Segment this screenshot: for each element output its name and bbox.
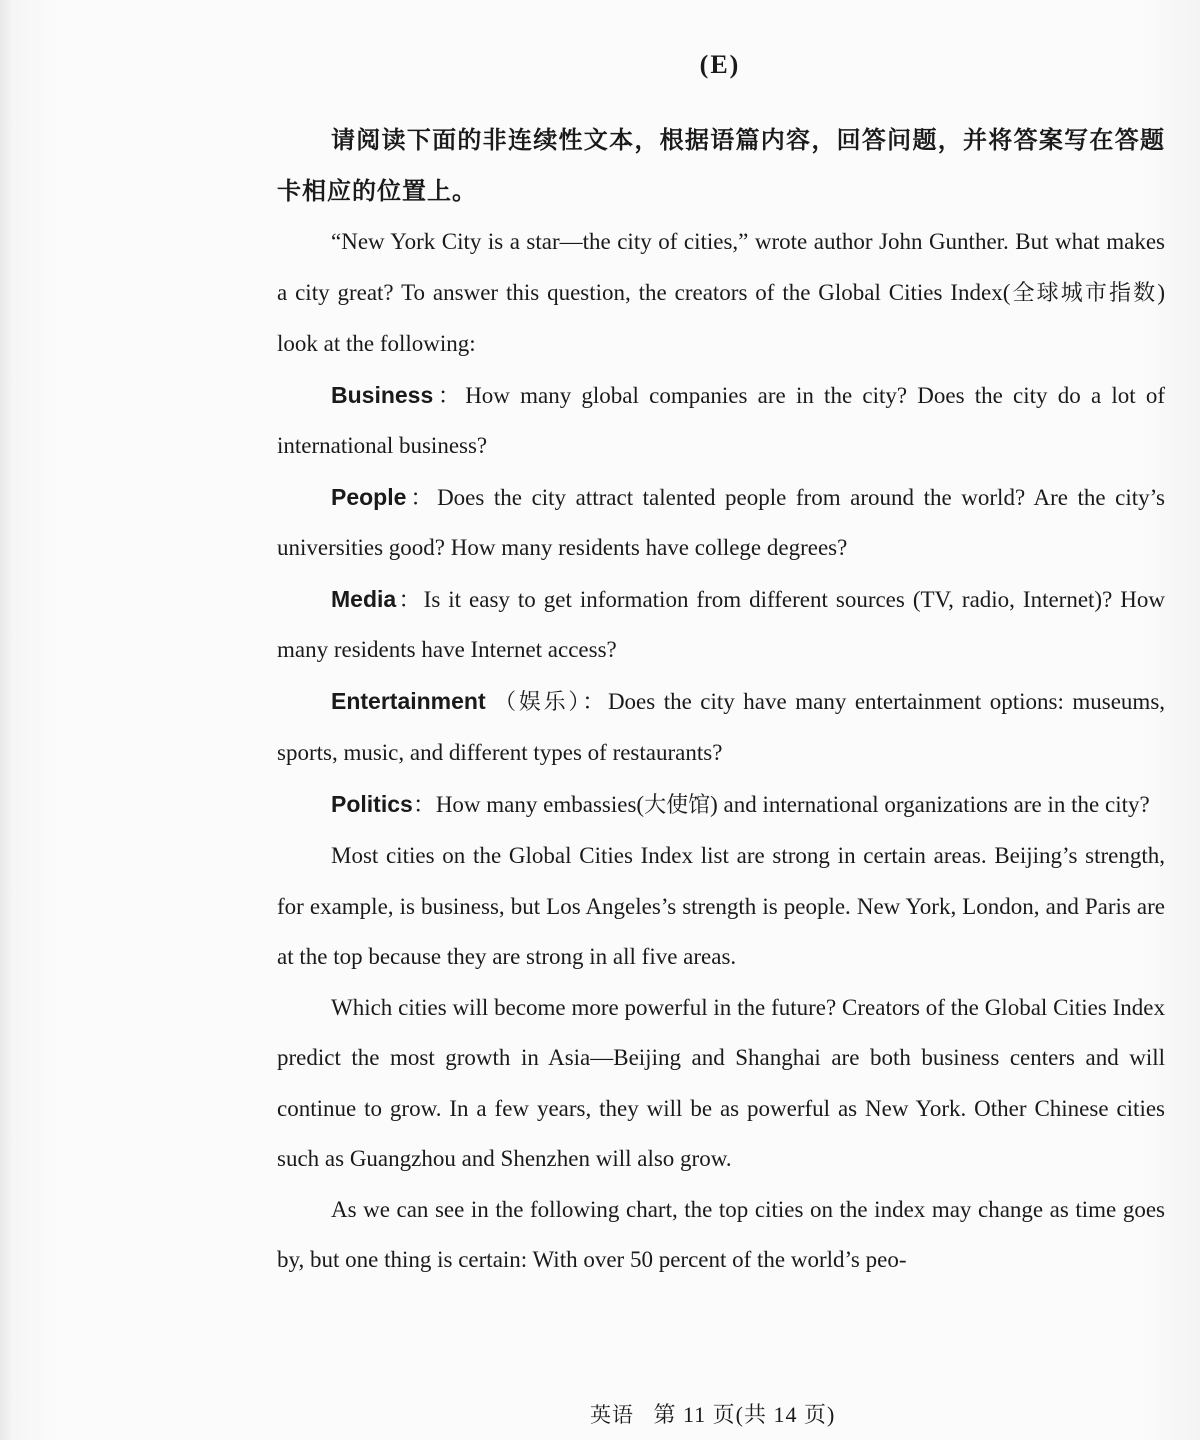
criterion-term: Media — [331, 585, 397, 612]
body-paragraph: As we can see in the following chart, the top cities on the index may change as time goes by, but one thing is certain: With over 50 percent of the world’s peo- — [277, 1196, 1165, 1272]
criterion-politics — [277, 779, 1165, 832]
criterion-text: How many global companies are in the city? Does the city do a lot of international business? — [277, 382, 1166, 458]
criterion-cn: 大使馆 — [644, 792, 711, 818]
criterion-text: Does the city attract talented people from around the world? Are the city’s universities good? How many residents have college degrees? — [277, 484, 1165, 560]
criterion-people — [277, 472, 1165, 574]
criterion-term: Politics — [331, 790, 413, 817]
criterion-business — [277, 370, 1165, 472]
criterion-colon: ： — [582, 688, 608, 714]
footer-subject: 英语 — [590, 1403, 634, 1427]
criterion-entertainment — [277, 676, 1165, 779]
criterion-term: People — [331, 483, 407, 510]
criterion-colon: ： — [396, 586, 424, 612]
reading-passage — [277, 115, 1165, 1286]
intro-text-b: ) look at the following: — [277, 279, 1165, 356]
page-footer — [590, 1398, 835, 1429]
criterion-text-b: ) and international organizations are in the city? — [710, 791, 1150, 817]
instruction-text: 请阅读下面的非连续性文本，根据语篇内容，回答问题，并将答案写在答题卡相应的位置上。 — [277, 126, 1165, 205]
body-paragraph: Which cities will become more powerful in the future? Creators of the Global Cities Index predict the most growth in Asia—Beijing and Shanghai are both business centers and will continue to grow. In a few years, they will be as powerful as New York. Other Chinese cities such as Guangzhou and Shenzhen will also grow. — [277, 994, 1165, 1171]
criterion-media — [277, 574, 1165, 676]
intro-text-a: “New York City is a star—the city of cities,” wrote author John Gunther. But what makes a city great? To answer this question, the creators of the Global Cities Index( — [277, 229, 1165, 305]
criterion-cn: （娱乐） — [494, 689, 583, 715]
criterion-text: Is it easy to get information from different sources (TV, radio, Internet)? How many residents have Internet access? — [277, 586, 1166, 662]
criterion-colon: ： — [412, 791, 436, 817]
footer-page-number: 第 11 页(共 14 页) — [653, 1402, 836, 1427]
intro-cn-index: 全球城市指数 — [1010, 280, 1158, 306]
criterion-text-a: How many embassies( — [435, 791, 645, 817]
criterion-colon: ： — [406, 484, 438, 510]
criterion-term: Business — [331, 381, 434, 408]
criterion-text: Does the city have many entertainment options: museums, sports, music, and different types of restaurants? — [277, 688, 1166, 765]
intro-paragraph — [277, 217, 1165, 370]
criterion-colon: ： — [433, 382, 466, 408]
body-paragraph: Most cities on the Global Cities Index list are strong in certain areas. Beijing’s strength, for example, is business, but Los Angeles’s strength is people. New York, London, and Paris are at the top because they are strong in all five areas. — [277, 843, 1165, 969]
criterion-term: Entertainment — [331, 687, 486, 714]
section-label: (E) — [699, 50, 741, 79]
